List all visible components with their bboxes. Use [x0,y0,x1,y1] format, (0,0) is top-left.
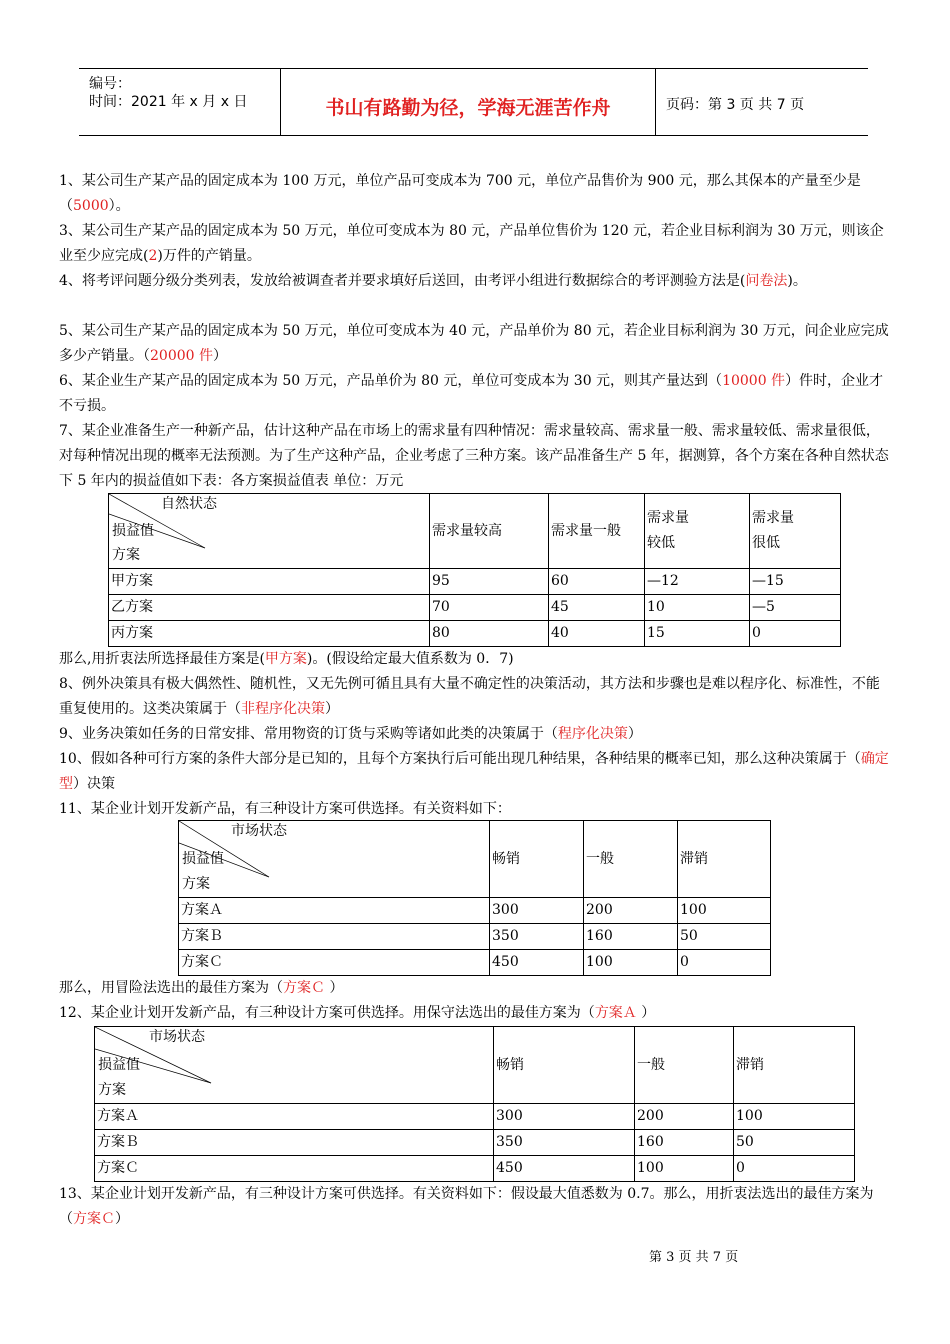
table-row: 丙方案 80 40 15 0 [109,621,841,647]
header-page-cell [656,69,868,135]
column-header: 滞销 [678,821,771,898]
question-7: 7、某企业准备生产一种新产品，估计这种产品在市场上的需求量有四种情况：需求量较高、需求量一般、需求量较低、需求量很低，对每种情况出现的概率无法预测。为了生产这种产品，企业考虑了三种方案。该产品准备生产 5 年，据测算，各个方案在各种自然状态下 5 年内的损益值如下表：各方案损益值表 单位：万元 [59,423,889,489]
table-row: 方案Ｃ 450 100 0 [95,1156,855,1182]
page-header [79,68,868,136]
question-10: 10、假如各种可行方案的条件大部分是已知的，且每个方案执行后可能出现几种结果，各种结果的概率已知，那么这种决策属于（确定型）决策 [59,751,889,792]
answer: 5000 [73,198,109,214]
question-6: 6、某企业生产某产品的固定成本为 50 万元，产品单价为 80 元，单位可变成本为 30 元，则其产量达到（10000 件）件时，企业才不亏损。 [59,373,884,414]
motto: 书山有路勤为径，学海无涯苦作舟 [325,97,611,119]
question-9: 9、业务决策如任务的日常安排、常用物资的订货与采购等诸如此类的决策属于（程序化决策） [59,726,642,742]
table-corner: 自然状态 损益值 方案 [109,494,430,569]
header-motto-cell [281,69,656,135]
answer: 非程序化决策 [241,701,325,717]
table-row: 方案Ａ 300 200 100 [179,898,771,924]
column-header: 滞销 [734,1027,855,1104]
table-q7 [108,493,841,647]
answer: 20000 件 [150,348,213,364]
question-12: 12、某企业计划开发新产品，有三种设计方案可供选择。用保守法选出的最佳方案为（方案Ａ ） [59,1005,656,1021]
question-4: 4、将考评问题分级分类列表，发放给被调查者并要求填好后送回，由考评小组进行数据综合的考评测验方法是(问卷法)。 [59,273,807,289]
question-8: 8、例外决策具有极大偶然性、随机性，又无先例可循且具有大量不确定性的决策活动，其方法和步骤也是难以程序化、标准性，不能重复使用的。这类决策属于（非程序化决策） [59,676,880,717]
answer: 甲方案 [264,651,307,667]
table-row: 乙方案 70 45 10 —5 [109,595,841,621]
table-row: 方案Ｂ 350 160 50 [179,924,771,950]
question-13: 13、某企业计划开发新产品，有三种设计方案可供选择。有关资料如下：假设最大值悉数为 0.7。那么，用折衷法选出的最佳方案为（方案Ｃ） [59,1186,874,1227]
table-corner: 市场状态 损益值 方案 [95,1027,494,1104]
answer: 10000 件 [722,373,786,389]
column-header: 需求量 较低 [645,494,750,569]
column-header: 需求量 很低 [750,494,841,569]
code-label: 编号： [89,76,131,92]
table-row: 方案Ｂ 350 160 50 [95,1130,855,1156]
table-corner: 市场状态 损益值 方案 [179,821,490,898]
answer: 问卷法 [745,273,788,289]
column-header: 畅销 [494,1027,635,1104]
table-q11 [178,820,771,976]
question-11-answer: 那么，用冒险法选出的最佳方案为（方案Ｃ ） [59,980,344,996]
column-header: 需求量较高 [430,494,549,569]
column-header: 需求量一般 [549,494,645,569]
column-header: 畅销 [490,821,584,898]
header-meta-cell [79,69,281,135]
question-11: 11、某企业计划开发新产品，有三种设计方案可供选择。有关资料如下： [59,801,511,817]
answer: 方案Ａ [594,1005,642,1021]
answer: 方案Ｃ [283,980,330,996]
answer: 2 [148,248,158,264]
page-info: 页码：第 3 页 共 7 页 [666,97,805,113]
answer: 程序化决策 [557,726,628,742]
table-row: 方案Ａ 300 200 100 [95,1104,855,1130]
page-footer: 第 3 页 共 7 页 [649,1250,739,1265]
question-3: 3、某公司生产某产品的固定成本为 50 万元，单位可变成本为 80 元，产品单位售价为 120 元，若企业目标利润为 30 万元，则该企业至少应完成(2)万件的产销量。 [59,223,884,264]
date-label: 时间：2021 年 x 月 x 日 [89,94,248,110]
column-header: 一般 [584,821,678,898]
table-row: 甲方案 95 60 —12 —15 [109,569,841,595]
answer: 确定型 [59,751,889,792]
answer: 方案Ｃ [73,1211,115,1227]
question-5: 5、某公司生产某产品的固定成本为 50 万元，单位可变成本为 40 元，产品单价为 80 元，若企业目标利润为 30 万元，问企业应完成多少产销量。（20000 件） [59,323,889,364]
question-7-answer: 那么,用折衷法所选择最佳方案是(甲方案)。(假设给定最大值系数为 0．7) [59,651,514,667]
question-1: 1、某公司生产某产品的固定成本为 100 万元，单位产品可变成本为 700 元，单位产品售价为 900 元，那么其保本的产量至少是（5000）。 [59,173,861,214]
table-q12 [94,1026,855,1182]
column-header: 一般 [635,1027,734,1104]
table-row: 方案Ｃ 450 100 0 [179,950,771,976]
